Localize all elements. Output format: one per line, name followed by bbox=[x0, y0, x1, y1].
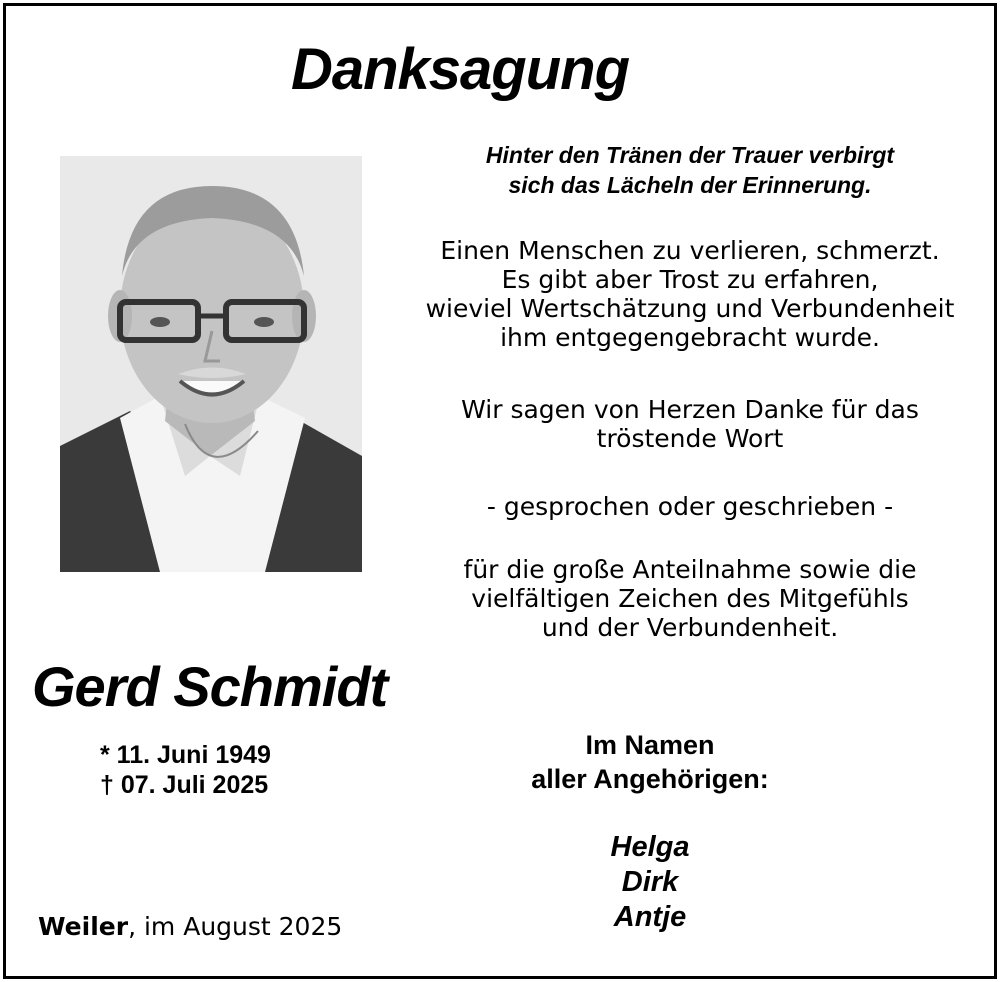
deceased-name: Gerd Schmidt bbox=[32, 655, 388, 718]
place-date bbox=[38, 910, 398, 944]
life-dates bbox=[100, 740, 360, 800]
text-line: wieviel Wertschätzung und Verbundenheit bbox=[425, 294, 955, 323]
on-behalf-heading bbox=[490, 728, 810, 796]
text-line: Wir sagen von Herzen Danke für das bbox=[461, 395, 919, 424]
thanks-paragraph-2 bbox=[380, 395, 1000, 453]
text-line: für die große Anteilnahme sowie die bbox=[463, 555, 917, 584]
notice-title: Danksagung bbox=[290, 37, 630, 102]
quote-line: Hinter den Tränen der Trauer verbirgt bbox=[485, 142, 895, 168]
signers-list bbox=[550, 830, 750, 935]
text-line: Im Namen bbox=[585, 730, 715, 760]
thanks-paragraph-1 bbox=[380, 236, 1000, 352]
text-line: ihm entgegengebracht wurde. bbox=[500, 323, 880, 352]
text-line: und der Verbundenheit. bbox=[541, 613, 839, 642]
death-date: † 07. Juli 2025 bbox=[100, 771, 269, 799]
date-text: , im August 2025 bbox=[128, 912, 343, 941]
quote-line: sich das Lächeln der Erinnerung. bbox=[508, 172, 872, 198]
thanks-paragraph-3 bbox=[380, 492, 1000, 521]
place-name: Weiler bbox=[38, 912, 129, 941]
signer-name: Dirk bbox=[621, 866, 679, 898]
birth-date: * 11. Juni 1949 bbox=[100, 741, 271, 769]
text-line: vielfältigen Zeichen des Mitgefühls bbox=[471, 584, 909, 613]
text-line: Es gibt aber Trost zu erfahren, bbox=[501, 265, 879, 294]
portrait-photo-icon bbox=[60, 156, 362, 572]
signer-name: Helga bbox=[610, 831, 690, 863]
text-line: Einen Menschen zu verlieren, schmerzt. bbox=[440, 236, 940, 265]
thanks-paragraph-4 bbox=[380, 555, 1000, 642]
portrait-photo bbox=[60, 156, 362, 572]
quote-block bbox=[395, 140, 985, 200]
text-line: aller Angehörigen: bbox=[531, 764, 769, 794]
text-line: - gesprochen oder geschrieben - bbox=[486, 492, 894, 521]
text-line: tröstende Wort bbox=[596, 424, 784, 453]
signer-name: Antje bbox=[613, 901, 687, 933]
